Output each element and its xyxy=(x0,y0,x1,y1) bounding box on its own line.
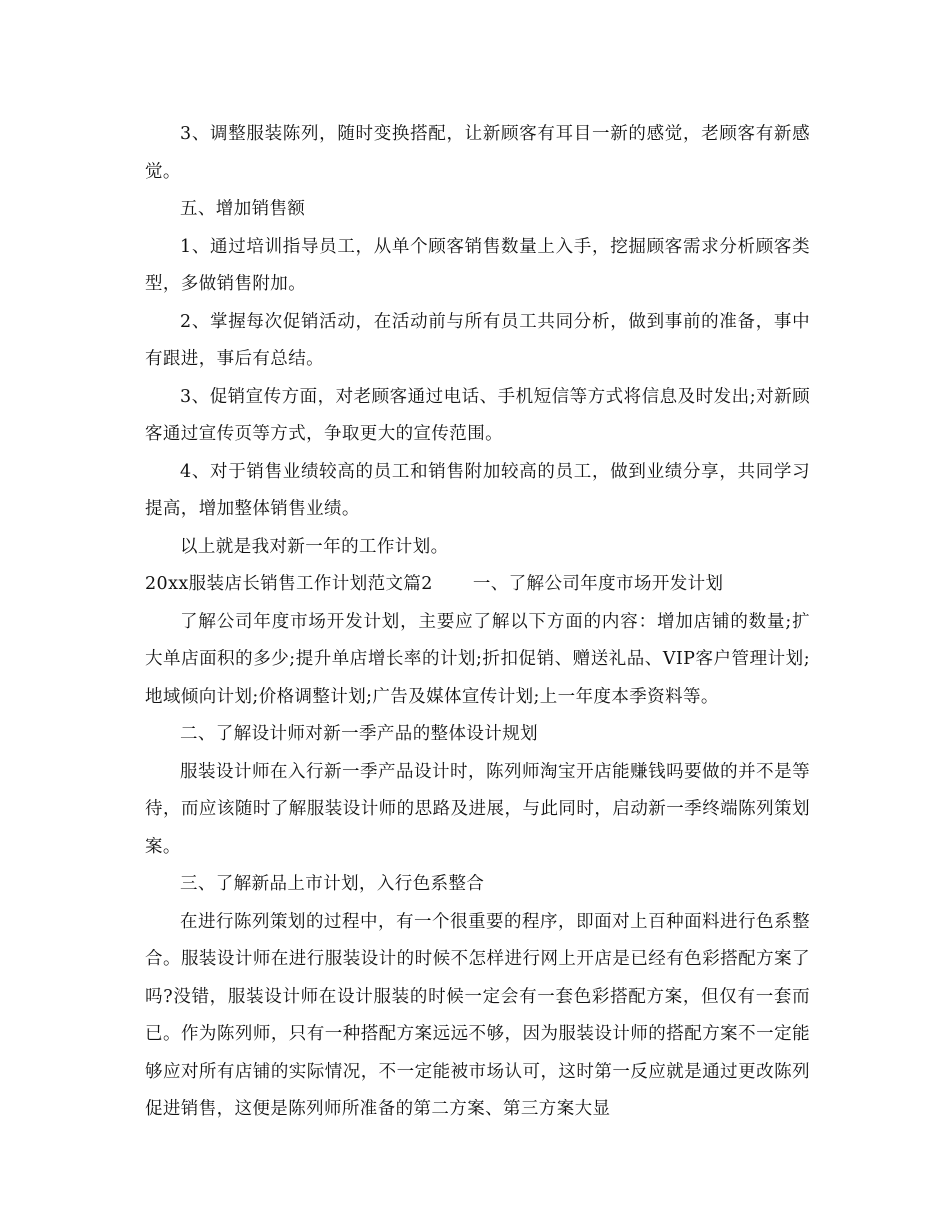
paragraph-designer-plan: 服装设计师在入行新一季产品设计时，陈列师淘宝开店能赚钱吗要做的并不是等待，而应该随时了解服装设计师的思路及进展，与此同时，启动新一季终端陈列策划案。 xyxy=(145,761,810,857)
article-title: 20xx服装店长销售工作计划范文篇2 xyxy=(145,574,433,594)
article-title-line xyxy=(145,566,810,604)
heading-designer-plan: 二、了解设计师对新一季产品的整体设计规划 xyxy=(180,724,538,744)
paragraph-display-adjust: 3、调整服装陈列，随时变换搭配，让新顾客有耳目一新的感觉，老顾客有新感觉。 xyxy=(145,124,810,182)
paragraph-performance-sharing: 4、对于销售业绩较高的员工和销售附加较高的员工，做到业绩分享，共同学习提高，增加整体销售业绩。 xyxy=(145,461,810,519)
paragraph-closing: 以上就是我对新一年的工作计划。 xyxy=(180,536,449,557)
document-body xyxy=(145,116,810,1129)
paragraph-color-integration: 在进行陈列策划的过程中，有一个很重要的程序，即面对上百种面料进行色系整合。服装设计师在进行服装设计的时候不怎样进行网上开店是已经有色彩搭配方案了吗?没错，服装设计师在设计服装的时候一定会有一套色彩搭配方案，但仅有一套而已。作为陈列师，只有一种搭配方案远远不够，因为服装设计师的搭配方案不一定能够应对所有店铺的实际情况，不一定能被市场认可，这时第一反应就是通过更改陈列促进销售，这便是陈列师所准备的第二方案、第三方案大显 xyxy=(145,911,810,1119)
paragraph-publicity: 3、促销宣传方面，对老顾客通过电话、手机短信等方式将信息及时发出;对新顾客通过宣传页等方式，争取更大的宣传范围。 xyxy=(145,386,810,444)
paragraph-training: 1、通过培训指导员工，从单个顾客销售数量上入手，挖掘顾客需求分析顾客类型，多做销售附加。 xyxy=(145,236,810,294)
paragraph-market-plan: 了解公司年度市场开发计划，主要应了解以下方面的内容：增加店铺的数量;扩大单店面积的多少;提升单店增长率的计划;折扣促销、赠送礼品、VIP客户管理计划;地域倾向计划;价格调整计划;广告及媒体宣传计划;上一年度本季资料等。 xyxy=(145,611,810,707)
section-heading-increase-sales: 五、增加销售额 xyxy=(180,199,306,219)
first-heading: 一、了解公司年度市场开发计划 xyxy=(472,574,724,594)
paragraph-promotion: 2、掌握每次促销活动，在活动前与所有员工共同分析，做到事前的准备，事中有跟进，事后有总结。 xyxy=(145,311,810,369)
heading-new-products: 三、了解新品上市计划，入行色系整合 xyxy=(180,874,485,894)
